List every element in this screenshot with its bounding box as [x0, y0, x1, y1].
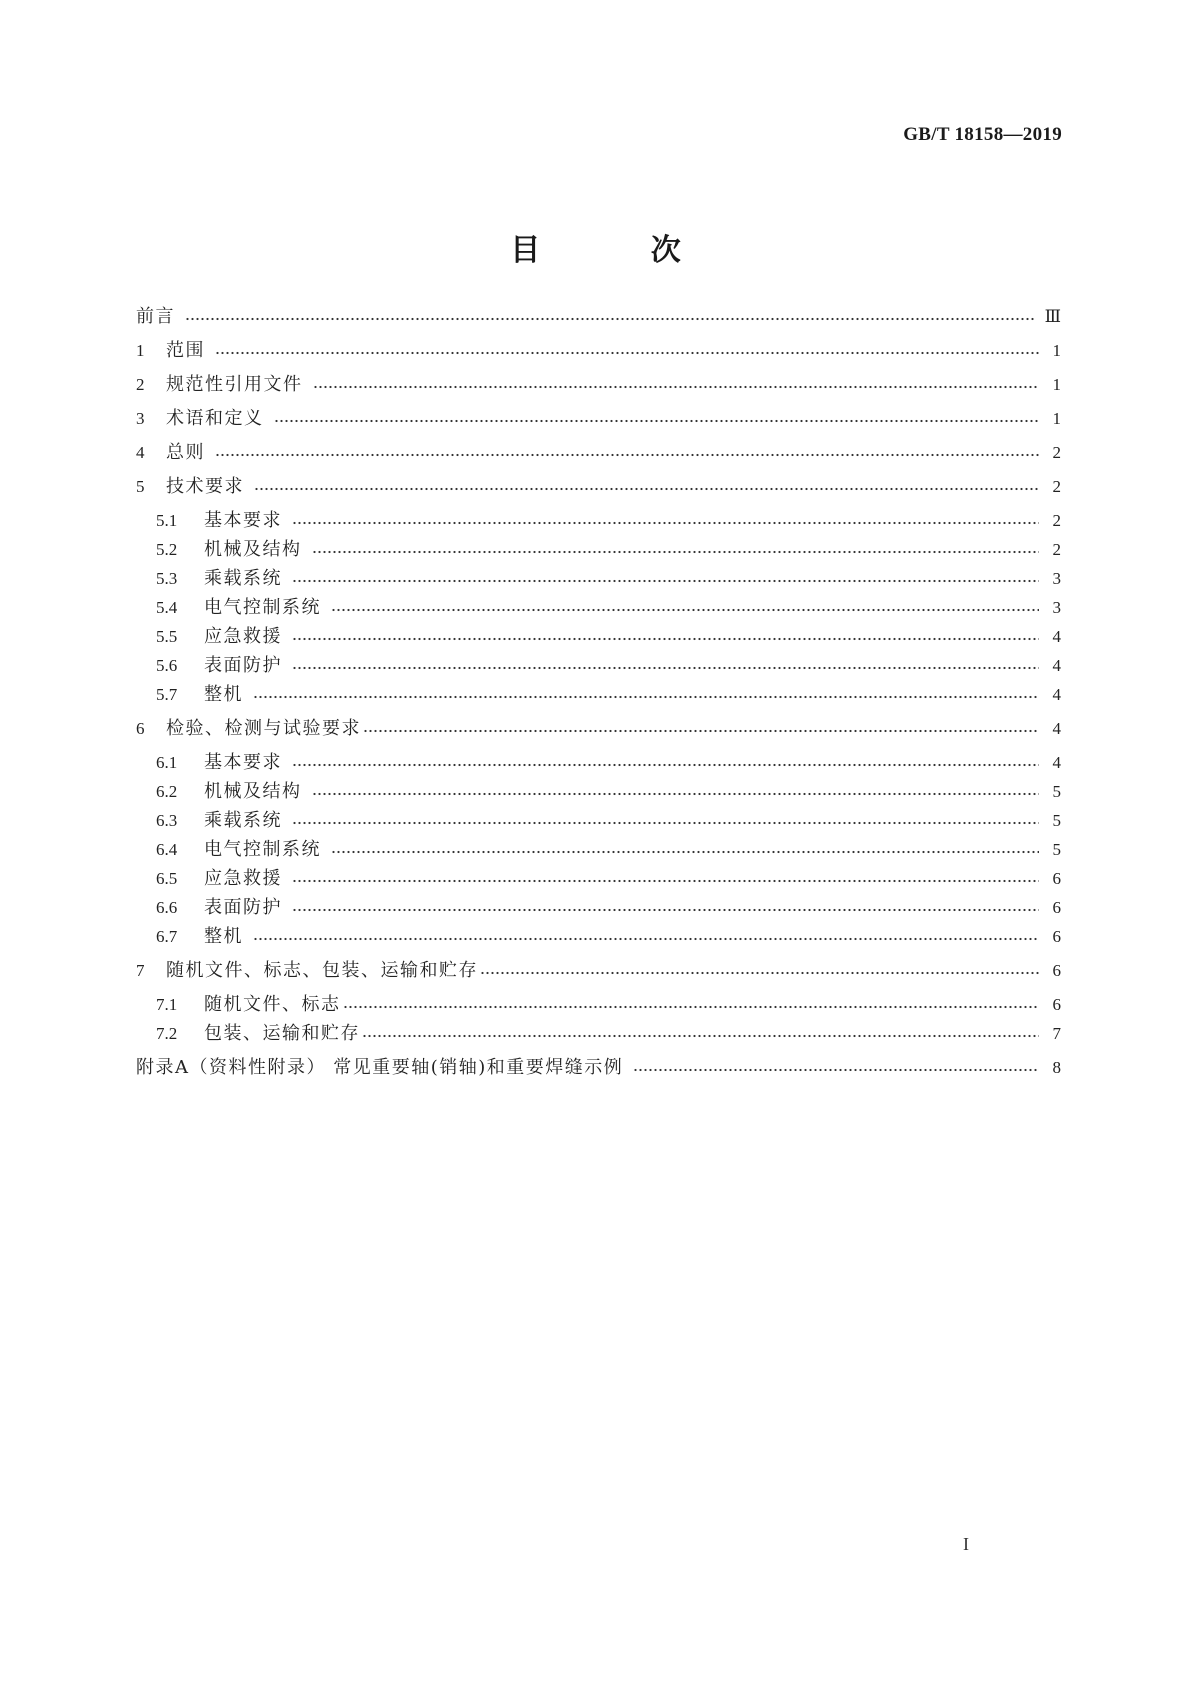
toc-label: 应急救援 [204, 626, 282, 647]
toc-label: 电气控制系统 [204, 597, 321, 618]
toc-entry-5-5[interactable] [156, 624, 1061, 650]
toc-page: 4 [1052, 656, 1061, 675]
toc-leader [362, 1034, 1039, 1038]
toc-label: 规范性引用文件 [166, 374, 303, 395]
toc-label: 乘载系统 [204, 810, 282, 831]
toc-number: 6.6 [156, 898, 178, 917]
toc-entry-5-3[interactable] [156, 566, 1061, 592]
toc-page: 2 [1052, 540, 1061, 559]
toc-number: 1 [136, 341, 145, 360]
toc-page: 1 [1052, 341, 1061, 360]
toc-label: 总则 [166, 442, 205, 463]
toc-page: 5 [1052, 840, 1061, 859]
toc-label: 检验、检测与试验要求 [166, 718, 361, 739]
toc-label: 前言 [136, 306, 175, 327]
toc-label: 电气控制系统 [204, 839, 321, 860]
toc-entry-6-4[interactable] [156, 837, 1061, 863]
toc-leader [254, 487, 1039, 491]
toc-page: 4 [1052, 719, 1061, 738]
toc-number: 6.2 [156, 782, 178, 801]
toc-page: 6 [1052, 995, 1061, 1014]
toc-number: 5.1 [156, 511, 178, 530]
toc-leader [292, 666, 1039, 670]
toc-entry-6-3[interactable] [156, 808, 1061, 834]
toc-entry-5-6[interactable] [156, 653, 1061, 679]
toc-page: 6 [1052, 898, 1061, 917]
toc-label: 随机文件、标志 [204, 994, 341, 1015]
toc-leader [274, 419, 1040, 423]
toc-number: 3 [136, 409, 145, 428]
toc-number: 5.6 [156, 656, 178, 675]
toc-leader [363, 729, 1039, 733]
toc-entry-5-1[interactable] [156, 508, 1061, 534]
toc-leader [331, 850, 1039, 854]
toc-label: 机械及结构 [204, 781, 302, 802]
toc-label: 表面防护 [204, 655, 282, 676]
toc-number: 5.3 [156, 569, 178, 588]
page-number: I [963, 1534, 969, 1554]
toc-entry-6-6[interactable] [156, 895, 1061, 921]
toc-entry-3[interactable] [136, 406, 1061, 432]
toc-number: 7.2 [156, 1024, 178, 1043]
toc-number: 6.4 [156, 840, 178, 859]
toc-leader [253, 937, 1039, 941]
toc-entry-6[interactable] [136, 716, 1061, 742]
toc-number: 5.5 [156, 627, 178, 646]
toc-leader [292, 521, 1039, 525]
toc-number: 7.1 [156, 995, 178, 1014]
toc-number: 7 [136, 961, 145, 980]
toc-entry-6-1[interactable] [156, 750, 1061, 776]
toc-number: 6.1 [156, 753, 178, 772]
toc-page: 4 [1052, 627, 1061, 646]
toc-entry-6-5[interactable] [156, 866, 1061, 892]
toc-page: 4 [1052, 753, 1061, 772]
toc-entry-5[interactable] [136, 474, 1061, 500]
toc-entry-5-7[interactable] [156, 682, 1061, 708]
toc-entry-4[interactable] [136, 440, 1061, 466]
toc-number: 5.2 [156, 540, 178, 559]
toc-number: 6.5 [156, 869, 178, 888]
toc-leader [185, 317, 1035, 321]
page-title: 目 次 [510, 233, 731, 268]
toc-leader [215, 351, 1039, 355]
toc-page: 2 [1052, 511, 1061, 530]
toc-label: 整机 [204, 926, 243, 947]
toc-page: 6 [1052, 927, 1061, 946]
toc-leader [253, 695, 1039, 699]
toc-label: 包装、运输和贮存 [204, 1023, 360, 1044]
toc-leader [292, 579, 1039, 583]
toc-page: 5 [1052, 811, 1061, 830]
toc-number: 5.4 [156, 598, 178, 617]
toc-label: 技术要求 [166, 476, 244, 497]
toc-entry-7-1[interactable] [156, 992, 1061, 1018]
toc-leader [343, 1005, 1040, 1009]
toc-entry-5-4[interactable] [156, 595, 1061, 621]
toc-page: 1 [1052, 409, 1061, 428]
toc-leader [292, 879, 1039, 883]
toc-page: Ⅲ [1044, 307, 1061, 326]
toc-page: 1 [1052, 375, 1061, 394]
toc-page: 3 [1052, 569, 1061, 588]
toc-leader [633, 1068, 1039, 1072]
toc-number: 6.3 [156, 811, 178, 830]
toc-entry-6-2[interactable] [156, 779, 1061, 805]
toc-leader [312, 792, 1040, 796]
toc-label: 范围 [166, 340, 205, 361]
toc-page: 8 [1052, 1058, 1061, 1077]
toc-label: 表面防护 [204, 897, 282, 918]
toc-number: 5.7 [156, 685, 178, 704]
standard-number: GB/T 18158—2019 [903, 124, 1062, 145]
toc-number: 4 [136, 443, 145, 462]
toc-leader [312, 550, 1040, 554]
toc-number: 5 [136, 477, 145, 496]
toc-entry-foreword[interactable] [136, 304, 1061, 330]
toc-entry-7-2[interactable] [156, 1021, 1061, 1047]
toc-number: 6 [136, 719, 145, 738]
toc-leader [292, 637, 1039, 641]
toc-label: 整机 [204, 684, 243, 705]
toc-leader [331, 608, 1039, 612]
toc-label: 附录A（资料性附录） 常见重要轴(销轴)和重要焊缝示例 [136, 1057, 624, 1078]
toc-label: 术语和定义 [166, 408, 264, 429]
toc-label: 乘载系统 [204, 568, 282, 589]
toc-entry-7[interactable] [136, 958, 1061, 984]
toc-entry-6-7[interactable] [156, 924, 1061, 950]
toc-entry-5-2[interactable] [156, 537, 1061, 563]
toc-number: 2 [136, 375, 145, 394]
toc-page: 5 [1052, 782, 1061, 801]
toc-number: 6.7 [156, 927, 178, 946]
toc-label: 应急救援 [204, 868, 282, 889]
toc-entry-annex-a[interactable] [136, 1055, 1061, 1081]
toc-page: 6 [1052, 961, 1061, 980]
toc-label: 基本要求 [204, 752, 282, 773]
toc-leader [480, 971, 1039, 975]
toc-page: 6 [1052, 869, 1061, 888]
toc-entry-2[interactable] [136, 372, 1061, 398]
toc-entry-1[interactable] [136, 338, 1061, 364]
toc-page: 2 [1052, 477, 1061, 496]
toc-leader [292, 821, 1039, 825]
toc-page: 2 [1052, 443, 1061, 462]
toc-label: 机械及结构 [204, 539, 302, 560]
toc-leader [313, 385, 1040, 389]
toc-label: 随机文件、标志、包装、运输和贮存 [166, 960, 478, 981]
toc-page: 7 [1052, 1024, 1061, 1043]
toc-leader [292, 908, 1039, 912]
toc-leader [292, 763, 1039, 767]
toc-leader [215, 453, 1039, 457]
toc-label: 基本要求 [204, 510, 282, 531]
toc-page: 4 [1052, 685, 1061, 704]
toc-page: 3 [1052, 598, 1061, 617]
